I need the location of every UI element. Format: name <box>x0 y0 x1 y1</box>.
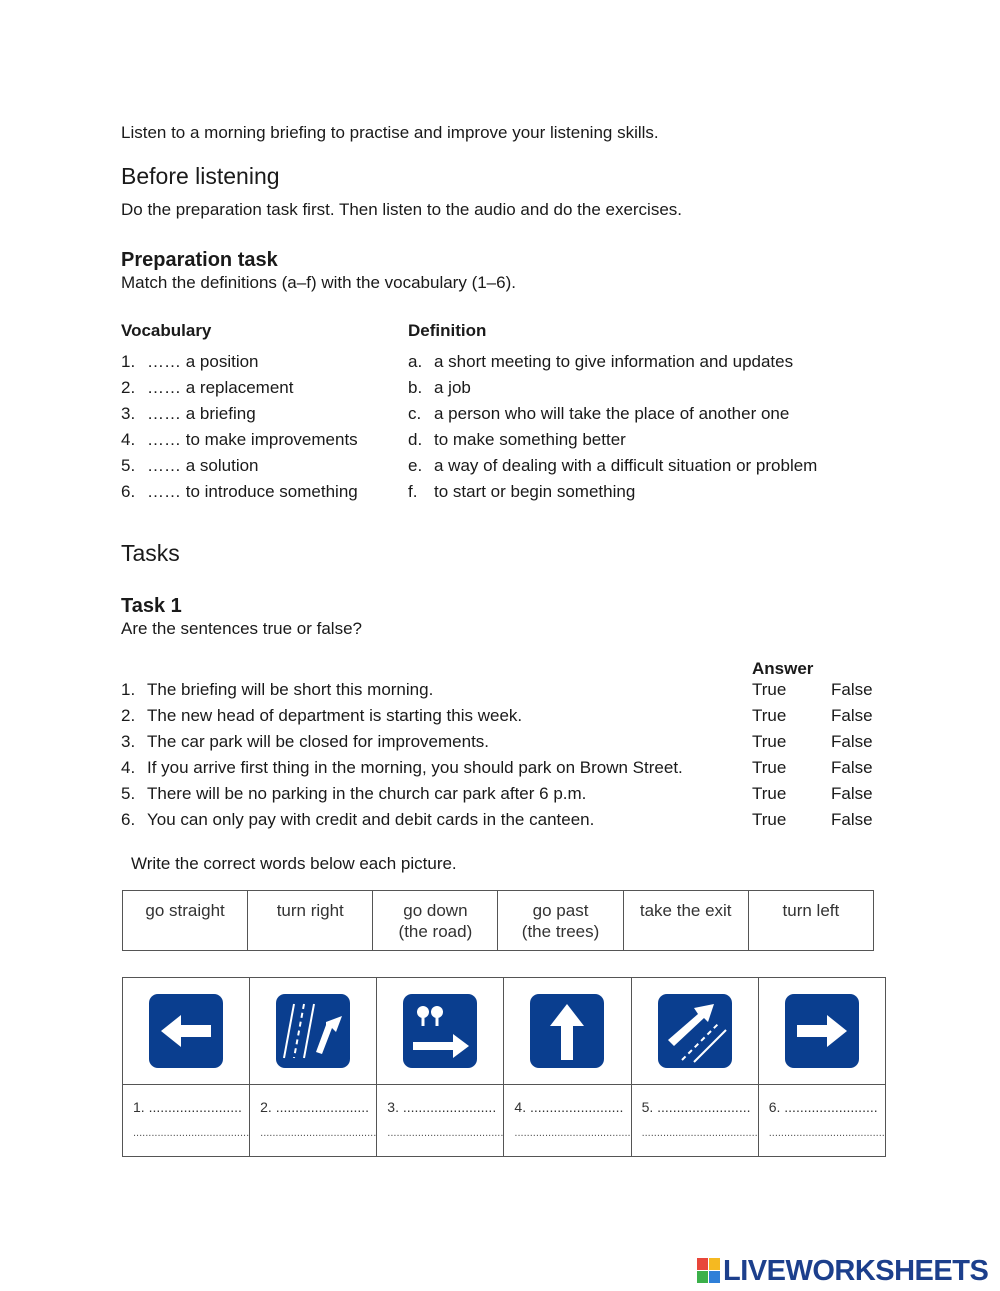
word-bank-cell: take the exit <box>623 891 748 951</box>
true-option[interactable]: True <box>752 810 787 829</box>
word-bank-cell: turn right <box>248 891 373 951</box>
picture-cell <box>504 978 631 1085</box>
answer-cell[interactable]: 6. ........................ ...................................... <box>758 1085 885 1157</box>
answer-blank[interactable]: …… <box>147 456 181 475</box>
definition-item: f. to start or begin something <box>408 482 636 501</box>
pictures-instruction: Write the correct words below each picture. <box>131 854 457 873</box>
liveworksheets-logo <box>697 1256 988 1286</box>
true-option[interactable]: True <box>752 758 787 777</box>
before-listening-text: Do the preparation task first. Then listen to the audio and do the exercises. <box>121 200 683 219</box>
picture-cell <box>631 978 758 1085</box>
picture-cell <box>377 978 504 1085</box>
diagonal-road-arrow-icon <box>658 994 732 1068</box>
vocab-item: 4. …… to make improvements <box>121 430 358 449</box>
picture-cell <box>123 978 250 1085</box>
intro-text: Listen to a morning briefing to practise and improve your listening skills. <box>121 123 659 142</box>
liveworksheets-logo-text: LIVEWORKSHEETS <box>723 1255 989 1287</box>
false-option[interactable]: False <box>831 758 873 777</box>
vocabulary-header: Vocabulary <box>121 321 212 340</box>
task1-heading: Task 1 <box>121 595 182 617</box>
answer-header: Answer <box>752 659 814 678</box>
definition-item: c. a person who will take the place of another one <box>408 404 790 423</box>
preparation-heading: Preparation task <box>121 249 278 271</box>
vocab-item: 6. …… to introduce something <box>121 482 358 501</box>
definition-item: b. a job <box>408 378 471 397</box>
answer-blank[interactable]: …… <box>147 404 181 423</box>
true-option[interactable]: True <box>752 784 787 803</box>
answer-cell[interactable]: 2. ........................ ...................................... <box>250 1085 377 1157</box>
pictures-table <box>122 977 886 1157</box>
answer-cell[interactable]: 1. ........................ ...................................... <box>123 1085 250 1157</box>
arrow-right-icon <box>785 994 859 1068</box>
trees-arrow-right-icon <box>403 994 477 1068</box>
word-bank-cell: go straight <box>123 891 248 951</box>
before-listening-heading: Before listening <box>121 163 280 189</box>
answer-cell[interactable]: 4. ........................ ...................................... <box>504 1085 631 1157</box>
statement-row: 5. There will be no parking in the church car park after 6 p.m. <box>121 784 587 803</box>
false-option[interactable]: False <box>831 732 873 751</box>
liveworksheets-logo-icon <box>697 1258 721 1284</box>
answer-cell[interactable]: 5. ........................ ...................................... <box>631 1085 758 1157</box>
task1-instruction: Are the sentences true or false? <box>121 619 362 638</box>
word-bank-cell: turn left <box>748 891 873 951</box>
statement-row: 2. The new head of department is starting this week. <box>121 706 523 725</box>
definition-item: e. a way of dealing with a difficult situation or problem <box>408 456 818 475</box>
tasks-heading: Tasks <box>121 540 180 566</box>
definition-item: d. to make something better <box>408 430 626 449</box>
picture-cell <box>758 978 885 1085</box>
arrow-left-icon <box>149 994 223 1068</box>
true-option[interactable]: True <box>752 732 787 751</box>
false-option[interactable]: False <box>831 810 873 829</box>
answer-blank[interactable]: …… <box>147 482 181 501</box>
false-option[interactable]: False <box>831 706 873 725</box>
answer-blank[interactable]: …… <box>147 352 181 371</box>
true-option[interactable]: True <box>752 706 787 725</box>
arrow-up-icon <box>530 994 604 1068</box>
answer-blank[interactable]: …… <box>147 378 181 397</box>
false-option[interactable]: False <box>831 680 873 699</box>
vocab-item: 2. …… a replacement <box>121 378 294 397</box>
preparation-instruction: Match the definitions (a–f) with the vocabulary (1–6). <box>121 273 516 292</box>
vocab-item: 5. …… a solution <box>121 456 259 475</box>
word-bank-table <box>122 890 874 951</box>
statement-row: 1. The briefing will be short this morning. <box>121 680 434 699</box>
statement-row: 4. If you arrive first thing in the morning, you should park on Brown Street. <box>121 758 683 777</box>
statement-row: 6. You can only pay with credit and debit cards in the canteen. <box>121 810 595 829</box>
vocab-item: 1. …… a position <box>121 352 259 371</box>
definition-header: Definition <box>408 321 487 340</box>
word-bank-cell: go down (the road) <box>373 891 498 951</box>
answer-cell[interactable]: 3. ........................ ...................................... <box>377 1085 504 1157</box>
definition-item: a. a short meeting to give information and updates <box>408 352 794 371</box>
word-bank-cell: go past (the trees) <box>498 891 623 951</box>
answer-blank[interactable]: …… <box>147 430 181 449</box>
picture-cell <box>250 978 377 1085</box>
statement-row: 3. The car park will be closed for improvements. <box>121 732 490 751</box>
true-option[interactable]: True <box>752 680 787 699</box>
false-option[interactable]: False <box>831 784 873 803</box>
road-exit-icon <box>276 994 350 1068</box>
vocab-item: 3. …… a briefing <box>121 404 256 423</box>
